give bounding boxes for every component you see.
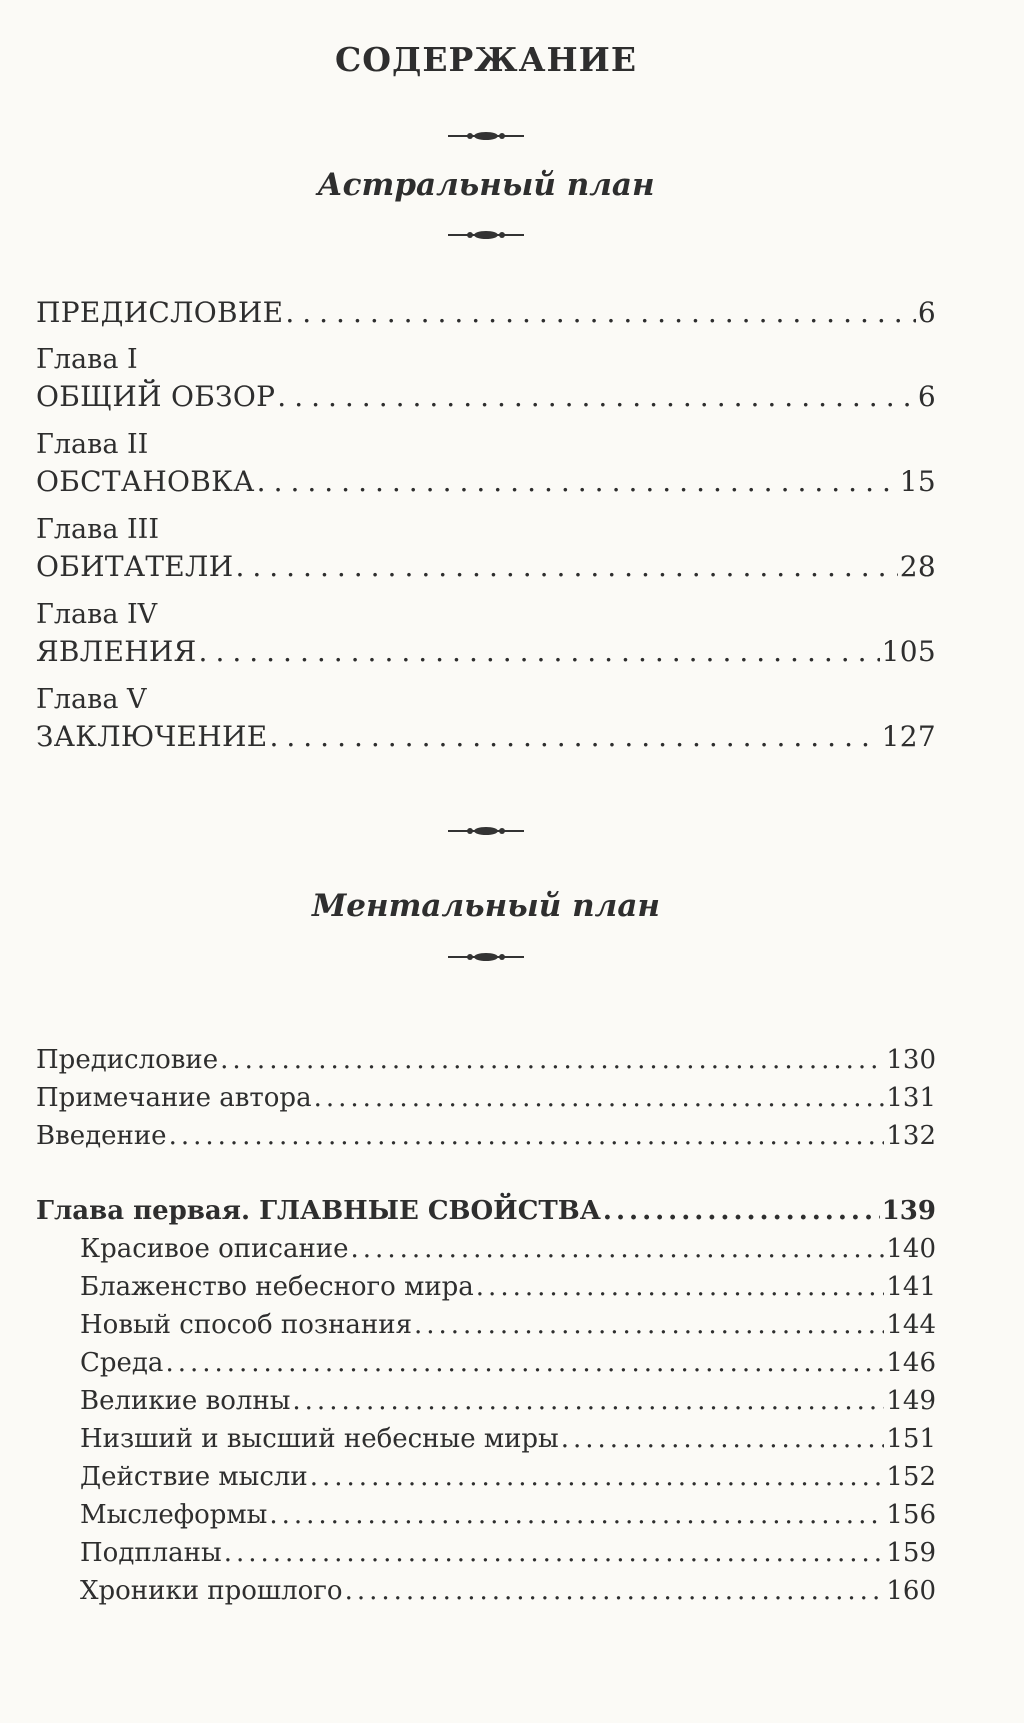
toc-entry-label: Хроники прошлого — [80, 1576, 343, 1606]
leader-dots — [351, 1234, 885, 1264]
toc-entry-label: Блаженство небесного мира — [80, 1272, 474, 1302]
toc-section-entry[interactable] — [80, 1538, 936, 1568]
toc-page-number: 140 — [886, 1234, 936, 1264]
chapter-number: Глава I — [36, 344, 138, 375]
toc-entry-label: ОБИТАТЕЛИ — [36, 550, 234, 583]
leader-dots — [220, 1045, 884, 1075]
leader-dots — [169, 1121, 885, 1151]
toc-entry-label: Новый способ познания — [80, 1310, 412, 1340]
toc-page-number: 156 — [886, 1500, 936, 1530]
toc-entry-label: Великие волны — [80, 1386, 291, 1416]
toc-section-entry[interactable] — [80, 1234, 936, 1264]
leader-dots — [310, 1462, 885, 1492]
section-heading-mental: Ментальный план — [311, 888, 661, 924]
toc-entry-label: Примечание автора — [36, 1083, 312, 1113]
leader-dots — [235, 550, 897, 583]
leader-dots — [277, 380, 916, 413]
chapter-number: Глава V — [36, 684, 147, 715]
toc-entry-label: Введение — [36, 1121, 167, 1151]
chapter-number: Глава II — [36, 429, 149, 460]
toc-section-entry[interactable] — [80, 1500, 936, 1530]
toc-page-number: 132 — [886, 1121, 936, 1151]
leader-dots — [603, 1196, 880, 1226]
leader-dots — [476, 1272, 885, 1302]
page-title: СОДЕРЖАНИЕ — [334, 40, 637, 79]
toc-page-number: 160 — [886, 1576, 936, 1606]
leader-dots — [269, 1500, 884, 1530]
leader-dots — [414, 1310, 884, 1340]
toc-page-number: 146 — [886, 1348, 936, 1378]
toc-entry[interactable] — [36, 465, 936, 498]
section-heading-astral: Астральный план — [317, 167, 655, 203]
ornament-divider-icon — [448, 130, 524, 142]
ornament-divider-icon — [448, 229, 524, 241]
toc-page-number: 6 — [917, 380, 936, 413]
toc-page-number: 152 — [886, 1462, 936, 1492]
leader-dots — [165, 1348, 884, 1378]
leader-dots — [224, 1538, 885, 1568]
toc-entry-label: Низший и высший небесные миры — [80, 1424, 559, 1454]
leader-dots — [292, 1386, 884, 1416]
toc-page-number: 159 — [886, 1538, 936, 1568]
toc-entry[interactable] — [36, 1121, 936, 1151]
toc-entry-label: Глава первая. ГЛАВНЫЕ СВОЙСТВА — [36, 1196, 601, 1226]
toc-page-number: 28 — [899, 550, 936, 583]
toc-section-entry[interactable] — [80, 1424, 936, 1454]
toc-page-number: 15 — [899, 465, 936, 498]
toc-page-number: 127 — [881, 720, 936, 753]
toc-entry[interactable] — [36, 1045, 936, 1075]
toc-entry-label: ОБСТАНОВКА — [36, 465, 255, 498]
leader-dots — [257, 465, 898, 498]
toc-entry-label: Среда — [80, 1348, 164, 1378]
toc-section-entry[interactable] — [80, 1576, 936, 1606]
leader-dots — [345, 1576, 885, 1606]
toc-entry[interactable] — [36, 380, 936, 413]
toc-entry-label: ЯВЛЕНИЯ — [36, 635, 197, 668]
toc-section-entry[interactable] — [80, 1348, 936, 1378]
toc-page-number: 141 — [886, 1272, 936, 1302]
leader-dots — [314, 1083, 885, 1113]
toc-section-entry[interactable] — [80, 1462, 936, 1492]
toc-page-number: 6 — [917, 296, 936, 329]
leader-dots — [269, 720, 879, 753]
toc-entry-label: Подпланы — [80, 1538, 222, 1568]
chapter-number: Глава III — [36, 514, 160, 545]
toc-chapter-entry[interactable] — [36, 1196, 936, 1226]
toc-entry[interactable] — [36, 635, 936, 668]
toc-entry[interactable] — [36, 1083, 936, 1113]
toc-entry-preface[interactable] — [36, 296, 936, 329]
toc-section-entry[interactable] — [80, 1272, 936, 1302]
toc-entry-label: Предисловие — [36, 1045, 219, 1075]
toc-entry-label: ОБЩИЙ ОБЗОР — [36, 380, 276, 413]
ornament-divider-icon — [448, 951, 524, 963]
toc-page-number: 139 — [881, 1196, 936, 1226]
chapter-number: Глава IV — [36, 599, 158, 630]
toc-entry[interactable] — [36, 550, 936, 583]
leader-dots — [561, 1424, 885, 1454]
toc-page-number: 130 — [886, 1045, 936, 1075]
leader-dots — [199, 635, 880, 668]
toc-page-number: 131 — [886, 1083, 936, 1113]
toc-page-number: 149 — [886, 1386, 936, 1416]
toc-entry-label: ПРЕДИСЛОВИЕ — [36, 296, 284, 329]
toc-page-number: 144 — [886, 1310, 936, 1340]
toc-section-entry[interactable] — [80, 1386, 936, 1416]
leader-dots — [285, 296, 916, 329]
toc-section-entry[interactable] — [80, 1310, 936, 1340]
toc-entry-label: Красивое описание — [80, 1234, 349, 1264]
toc-entry[interactable] — [36, 720, 936, 753]
toc-page-number: 151 — [886, 1424, 936, 1454]
toc-page-number: 105 — [881, 635, 936, 668]
toc-entry-label: ЗАКЛЮЧЕНИЕ — [36, 720, 268, 753]
toc-entry-label: Мыслеформы — [80, 1500, 268, 1530]
toc-entry-label: Действие мысли — [80, 1462, 308, 1492]
ornament-divider-icon — [448, 825, 524, 837]
